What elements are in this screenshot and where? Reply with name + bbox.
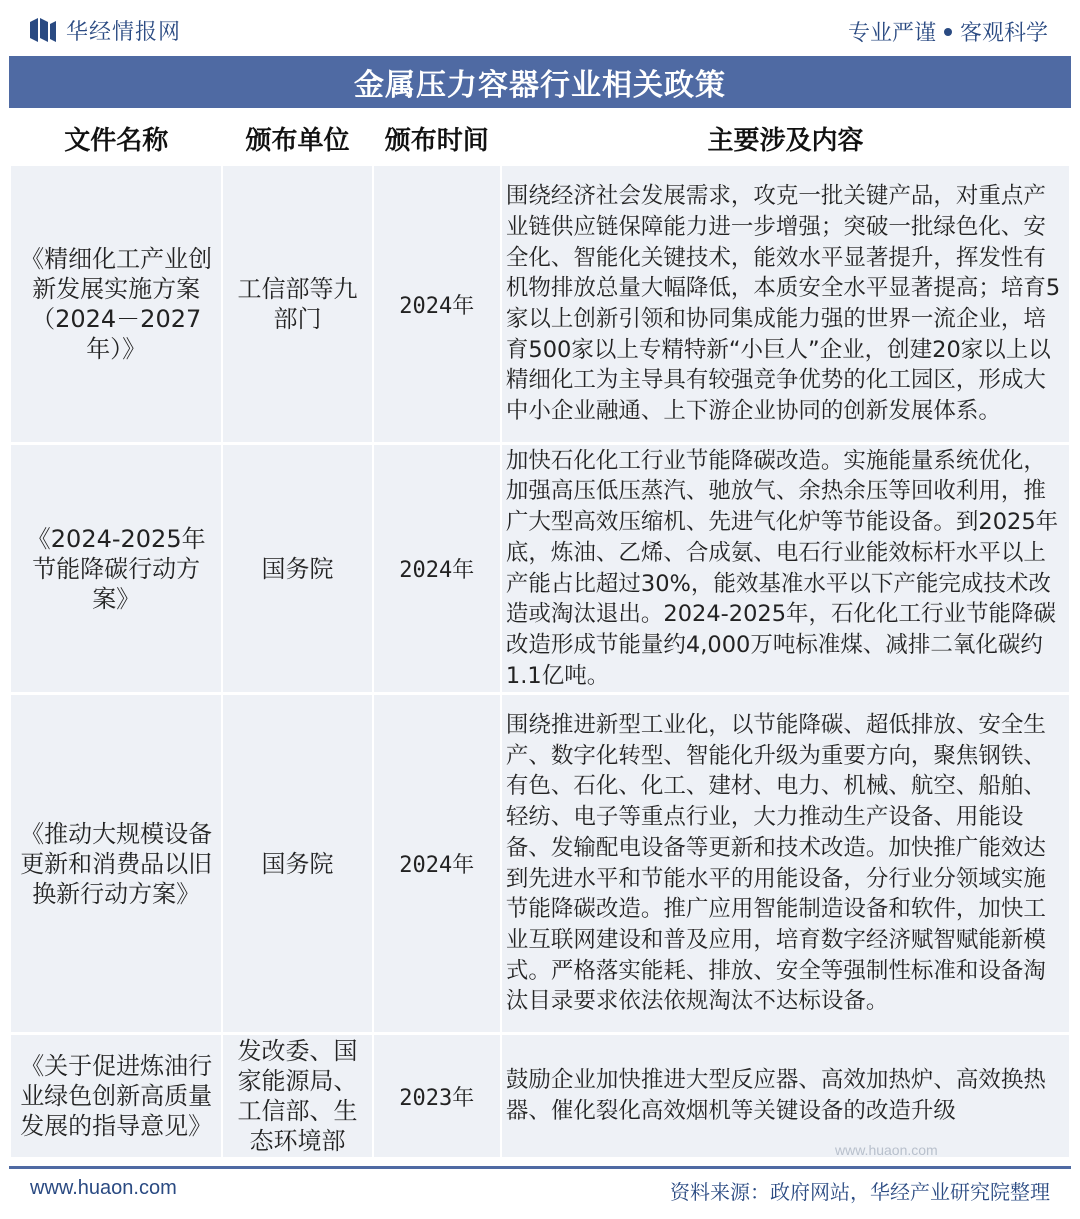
title-band (9, 56, 1071, 108)
issue-year: 2024年 (374, 695, 500, 1032)
issuing-unit: 国务院 (223, 445, 371, 692)
slogan-left: 专业严谨 (847, 21, 936, 46)
slogan-right: 客观科学 (959, 21, 1048, 46)
document-name: 《2024-2025年节能降碳行动方案》 (11, 445, 221, 692)
column-header-unit: 颁布单位 (223, 113, 371, 163)
main-content: 鼓励企业加快推进大型反应器、高效加热炉、高效换热器、催化裂化高效烟机等关键设备的改造升级 (502, 1035, 1069, 1157)
brand-logo[interactable] (30, 16, 181, 44)
watermark: www.huaon.com (835, 1142, 938, 1158)
table-row (11, 166, 1069, 442)
document-name: 《关于促进炼油行业绿色创新高质量发展的指导意见》 (11, 1035, 221, 1157)
table-header-row (11, 113, 1069, 163)
column-header-content: 主要涉及内容 (502, 113, 1069, 163)
brand-logo-icon (30, 18, 56, 42)
issuing-unit: 国务院 (223, 695, 371, 1032)
issuing-unit: 发改委、国家能源局、工信部、生态环境部 (223, 1035, 371, 1157)
table-row (11, 445, 1069, 692)
main-content: 围绕经济社会发展需求，攻克一批关键产品，对重点产业链供应链保障能力进一步增强；突破一批绿色化、安全化、智能化关键技术，能效水平显著提升，挥发性有机物排放总量大幅降低，本质安全水平显著提高；培育5家以上创新引领和协同集成能力强的世界一流企业，培育500家以上专精特新“小巨人”企业，创建20家以上以精细化工为主导具有较强竞争优势的化工园区，形成大中小企业融通、上下游企业协同的创新发展体系。 (502, 166, 1069, 442)
data-source-note: 资料来源：政府网站，华经产业研究院整理 (670, 1180, 1050, 1204)
column-header-name: 文件名称 (11, 113, 221, 163)
slogan (848, 16, 1048, 47)
page-title: 金属压力容器行业相关政策 (354, 68, 726, 103)
divider (9, 1166, 1071, 1169)
table-row (11, 1035, 1069, 1157)
main-content: 围绕推进新型工业化，以节能降碳、超低排放、安全生产、数字化转型、智能化升级为重要方向，聚焦钢铁、有色、石化、化工、建材、电力、机械、航空、船舶、轻纺、电子等重点行业，大力推动生产设备、用能设备、发输配电设备等更新和技术改造。加快推广能效达到先进水平和节能水平的用能设备，分行业分领域实施节能降碳改造。推广应用智能制造设备和软件，加快工业互联网建设和普及应用，培育数字经济赋智赋能新模式。严格落实能耗、排放、安全等强制性标准和设备淘汰目录要求依法依规淘汰不达标设备。 (502, 695, 1069, 1032)
table-row (11, 695, 1069, 1032)
issue-year: 2024年 (374, 445, 500, 692)
footer-website-link[interactable]: www.huaon.com (30, 1177, 177, 1199)
issue-year: 2024年 (374, 166, 500, 442)
issuing-unit: 工信部等九部门 (223, 166, 371, 442)
column-header-date: 颁布时间 (374, 113, 500, 163)
issue-year: 2023年 (374, 1035, 500, 1157)
document-name: 《推动大规模设备更新和消费品以旧换新行动方案》 (11, 695, 221, 1032)
document-name: 《精细化工产业创新发展实施方案（2024－2027年）》 (11, 166, 221, 442)
brand-name: 华经情报网 (66, 19, 182, 45)
dot-icon (944, 28, 952, 36)
policy-table (9, 110, 1071, 1160)
top-bar (0, 0, 1080, 60)
main-content: 加快石化化工行业节能降碳改造。实施能量系统优化，加强高压低压蒸汽、驰放气、余热余压等回收利用，推广大型高效压缩机、先进气化炉等节能设备。到2025年底，炼油、乙烯、合成氨、电石行业能效标杆水平以上产能占比超过30%，能效基准水平以下产能完成技术改造或淘汰退出。2024-2025年，石化化工行业节能降碳改造形成节能量约4,000万吨标准煤、减排二氧化碳约1.1亿吨。 (502, 445, 1069, 692)
